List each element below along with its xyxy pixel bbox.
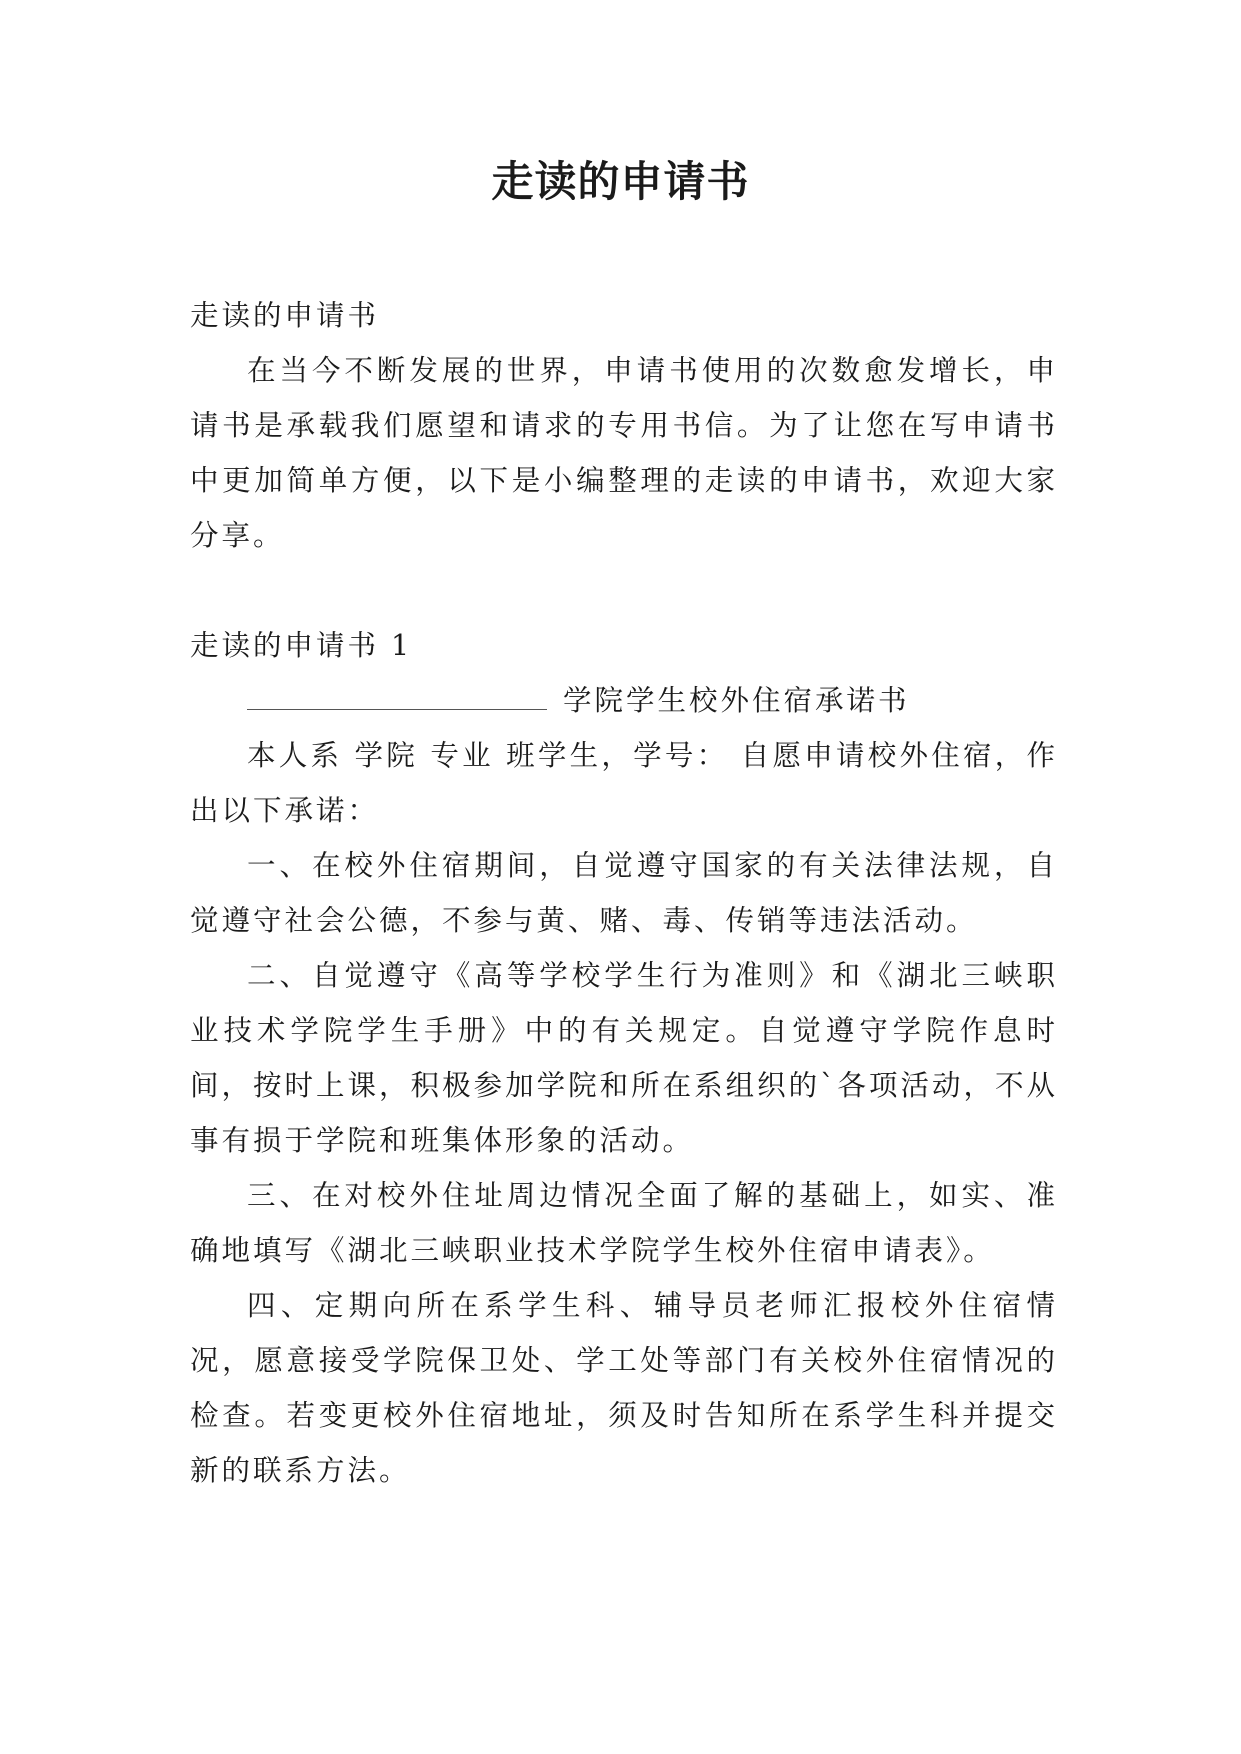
paragraph: 一、在校外住宿期间，自觉遵守国家的有关法律法规，自觉遵守社会公德，不参与黄、赌、毒、传销等违法活动。 (190, 849, 1058, 937)
paragraph: 四、定期向所在系学生科、辅导员老师汇报校外住宿情况，愿意接受学院保卫处、学工处等部门有关校外住宿情况的检查。若变更校外住宿地址，须及时告知所在系学生科并提交新的联系方法。 (190, 1289, 1058, 1487)
intro-paragraph: 在当今不断发展的世界，申请书使用的次数愈发增长，申请书是承载我们愿望和请求的专用书信。为了让您在写申请书中更加简单方便，以下是小编整理的走读的申请书，欢迎大家分享。 (190, 354, 1058, 552)
intro-heading: 走读的申请书 (190, 299, 380, 332)
pledge-title: 学院学生校外住宿承诺书 (563, 684, 910, 717)
paragraph: 本人系 学院 专业 班学生，学号： 自愿申请校外住宿，作出以下承诺： (190, 739, 1058, 827)
section-heading: 走读的申请书 1 (190, 629, 413, 662)
paragraph: 三、在对校外住址周边情况全面了解的基础上，如实、准确地填写《湖北三峡职业技术学院学生校外住宿申请表》。 (190, 1179, 1058, 1267)
fill-in-blank (247, 675, 547, 710)
pledge-title-line (190, 673, 1058, 728)
document-body (190, 288, 1058, 1498)
document-title: 走读的申请书 (491, 157, 750, 206)
paragraph: 二、自觉遵守《高等学校学生行为准则》和《湖北三峡职业技术学院学生手册》中的有关规定。自觉遵守学院作息时间，按时上课，积极参加学院和所在系组织的`各项活动，不从事有损于学院和班集体形象的活动。 (190, 959, 1058, 1157)
